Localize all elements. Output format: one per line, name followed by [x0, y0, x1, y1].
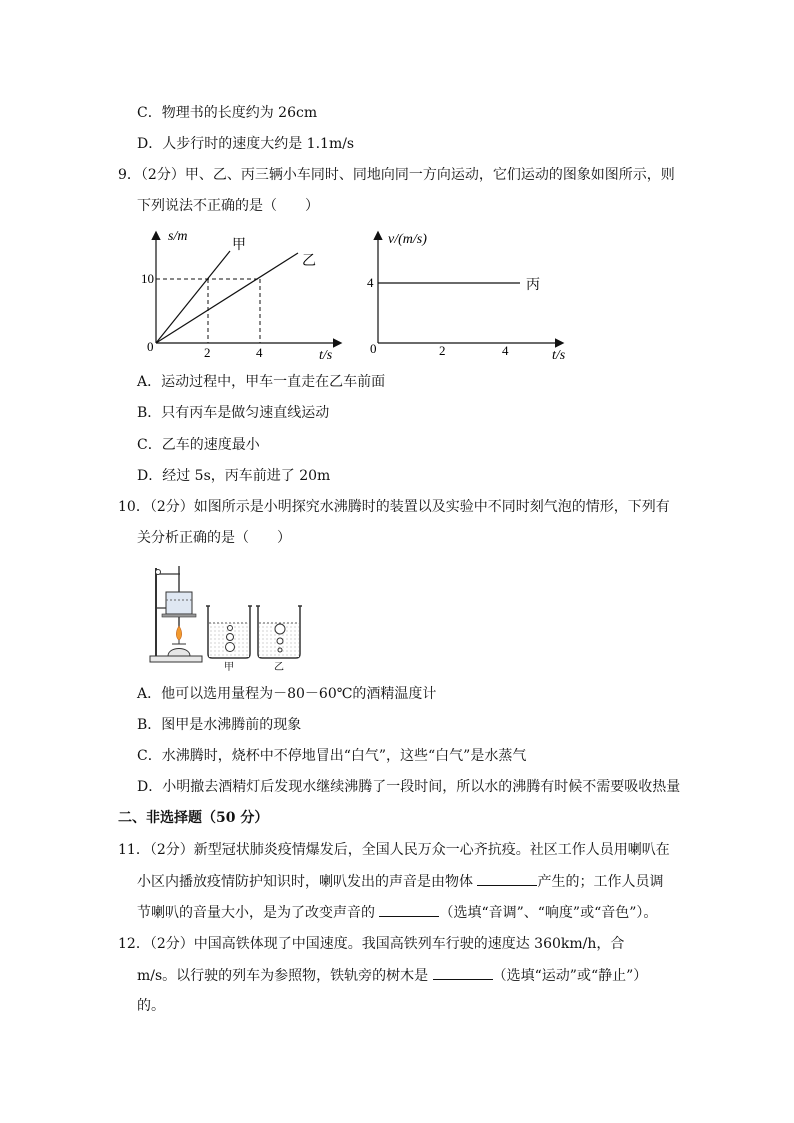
wire-gauze [162, 614, 196, 617]
q11-line3-text-b: （选填“音调”、“响度”或“音色”）。 [439, 905, 658, 921]
section-title: 二、非选择题（50 分） [118, 810, 269, 826]
st-origin: 0 [147, 339, 154, 354]
q8-option-d: D．人步行时的速度大约是 1.1m/s [137, 136, 355, 152]
q10-stem-line2: 关分析正确的是（ ） [137, 530, 291, 546]
st-x-tick-2: 2 [204, 345, 211, 360]
label-jia: 甲 [232, 238, 246, 253]
q12-line2-text-b: （选填“运动”或“静止”） [492, 968, 648, 984]
st-x-tick-4: 4 [256, 345, 263, 360]
q11-line2-text-b: 产生的；工作人员调 [537, 874, 664, 890]
vt-x-tick-2: 2 [439, 343, 446, 358]
q9-option-d: D．经过 5s，丙车前进了 20m [137, 468, 331, 484]
flame [176, 626, 181, 640]
vt-y-tick-4: 4 [367, 275, 374, 290]
line-jia [156, 251, 230, 343]
stand-beaker [166, 592, 192, 614]
boiling-experiment-figure [146, 562, 346, 672]
q9-stem-line1: 9．（2分）甲、乙、丙三辆小车同时、同地向同一方向运动，它们运动的图象如图所示，则 [118, 167, 675, 183]
label-bing: 丙 [526, 278, 540, 293]
vt-origin: 0 [370, 341, 377, 356]
st-y-label: s/m [168, 229, 188, 244]
beaker-yi-label: 乙 [274, 662, 284, 672]
q12-line1: 12．（2分）中国高铁体现了中国速度。我国高铁列车行驶的速度达 360km/h，合 [118, 936, 625, 952]
q9-option-b: B．只有丙车是做匀速直线运动 [137, 405, 330, 421]
line-yi [156, 253, 298, 343]
q12-blank-1[interactable] [433, 965, 493, 980]
q10-option-b: B．图甲是水沸腾前的现象 [137, 717, 302, 733]
q12-line2-text-a: m/s。以行驶的列车为参照物，铁轨旁的树木是 [137, 968, 433, 984]
graph-st [138, 225, 348, 365]
q12-line3: 的。 [137, 998, 165, 1014]
q10-option-a: A．他可以选用量程为－80－60℃的酒精温度计 [137, 686, 437, 702]
q8-option-c: C．物理书的长度约为 26cm [137, 105, 318, 121]
q11-blank-1[interactable] [477, 871, 537, 886]
graph-vt [362, 225, 572, 365]
q11-line3-text-a: 节喇叭的音量大小，是为了改变声音的 [137, 905, 380, 921]
q10-option-c: C．水沸腾时，烧杯中不停地冒出“白气”，这些“白气”是水蒸气 [137, 748, 527, 764]
label-yi: 乙 [302, 254, 316, 269]
q9-option-c: C．乙车的速度最小 [137, 437, 260, 453]
vt-y-label: v/(m/s) [388, 232, 427, 247]
q12-line2 [137, 965, 647, 986]
q11-line1: 11．（2分）新型冠状肺炎疫情爆发后，全国人民万众一心齐抗疫。社区工作人员用喇叭在 [118, 842, 670, 858]
q11-blank-2[interactable] [379, 902, 439, 917]
st-x-label: t/s [319, 348, 333, 363]
vt-x-label: t/s [552, 348, 566, 363]
q10-option-d: D．小明撤去酒精灯后发现水继续沸腾了一段时间，所以水的沸腾有时候不需要吸收热量 [137, 779, 681, 795]
q9-stem-line2: 下列说法不正确的是（ ） [137, 198, 319, 214]
alcohol-lamp [168, 649, 190, 657]
stand-base [150, 656, 202, 662]
q10-stem-line1: 10．（2分）如图所示是小明探究水沸腾时的装置以及实验中不同时刻气泡的情形，下列有 [118, 499, 670, 515]
vt-x-tick-4: 4 [502, 343, 509, 358]
q11-line3 [137, 902, 657, 923]
beaker-jia-label: 甲 [224, 662, 234, 672]
clamp-knob [156, 570, 161, 575]
q11-line2-text-a: 小区内播放疫情防护知识时，喇叭发出的声音是由物体 [137, 874, 478, 890]
st-y-tick-10: 10 [141, 271, 154, 286]
q9-option-a: A．运动过程中，甲车一直走在乙车前面 [137, 374, 386, 390]
q11-line2 [137, 871, 663, 892]
